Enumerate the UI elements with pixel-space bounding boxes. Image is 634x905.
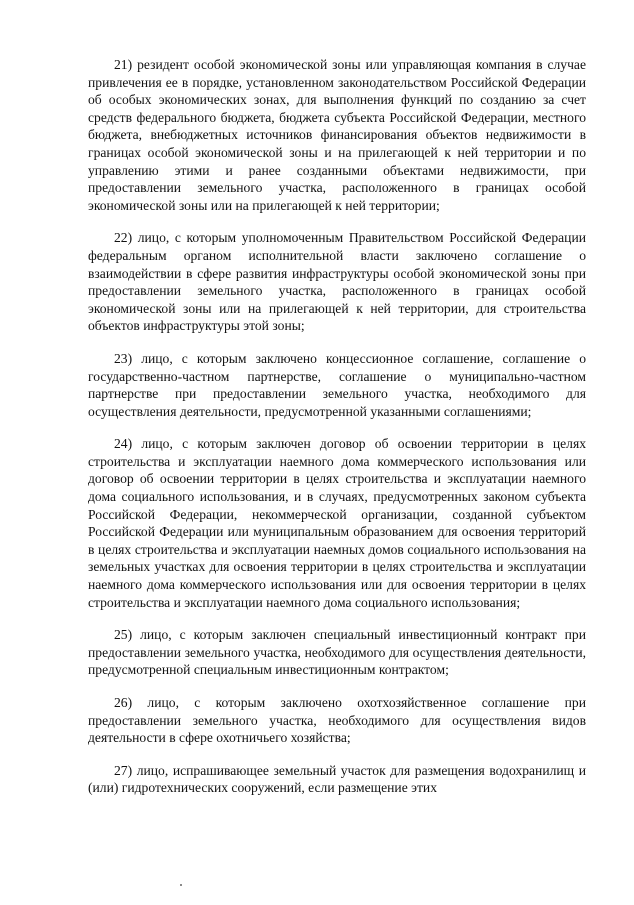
paragraph-26: 26) лицо, с которым заключено охотхозяйственное соглашение при предоставлении земельного участка, необходимого для осуществления видов деятельности в сфере охотничьего хозяйства;	[88, 695, 586, 746]
document-page	[88, 56, 586, 812]
paragraph-25: 25) лицо, с которым заключен специальный инвестиционный контракт при предоставлении земельного участка, необходимого для осуществления деятельности, предусмотренной специальным инвестиционным контрактом;	[88, 627, 586, 678]
paragraph-21: 21) резидент особой экономической зоны или управляющая компания в случае привлечения ее в порядке, установленном законодательством Российской Федерации об особых экономических зонах, для выполнения функций по созданию за счет средств федерального бюджета, бюджета субъекта Российской Федерации, местного бюджета, внебюджетных источников финансирования объектов недвижимости в границах особой экономической зоны и на прилегающей к ней территории и по управлению этими и ранее созданными объектами недвижимости, при предоставлении земельного участка, расположенного в границах особой экономической зоны или на прилегающей к ней территории;	[88, 57, 586, 213]
paragraph-27: 27) лицо, испрашивающее земельный участок для размещения водохранилищ и (или) гидротехнических сооружений, если размещение этих	[88, 762, 586, 796]
paragraph-24: 24) лицо, с которым заключен договор об освоении территории в целях строительства и эксплуатации наемного дома коммерческого использования или договор об освоении территории в целях строительства и эксплуатации наемного дома социального использования, и в случаях, предусмотренных законом субъекта Российской Федерации, некоммерческой организации, созданной субъектом Российской Федерации или муниципальным образованием для освоения территорий в целях строительства и эксплуатации наемных домов социального использования на земельных участках для освоения территории в целях строительства и эксплуатации наемного дома коммерческого использования или для освоения территории в целях строительства и эксплуатации наемного дома социального использования;	[88, 436, 586, 610]
paragraph-22: 22) лицо, с которым уполномоченным Правительством Российской Федерации федеральным органом исполнительной власти заключено соглашение о взаимодействии в сфере развития инфраструктуры особой экономической зоны при предоставлении земельного участка, расположенного в границах особой экономической зоны или на прилегающей к ней территории, для строительства объектов инфраструктуры этой зоны;	[88, 230, 586, 334]
scan-speck	[180, 884, 182, 886]
paragraph-23: 23) лицо, с которым заключено концессионное соглашение, соглашение о государственно-частном партнерстве, соглашение о муниципально-частном партнерстве при предоставлении земельного участка, необходимого для осуществления деятельности, предусмотренной указанными соглашениями;	[88, 350, 586, 419]
